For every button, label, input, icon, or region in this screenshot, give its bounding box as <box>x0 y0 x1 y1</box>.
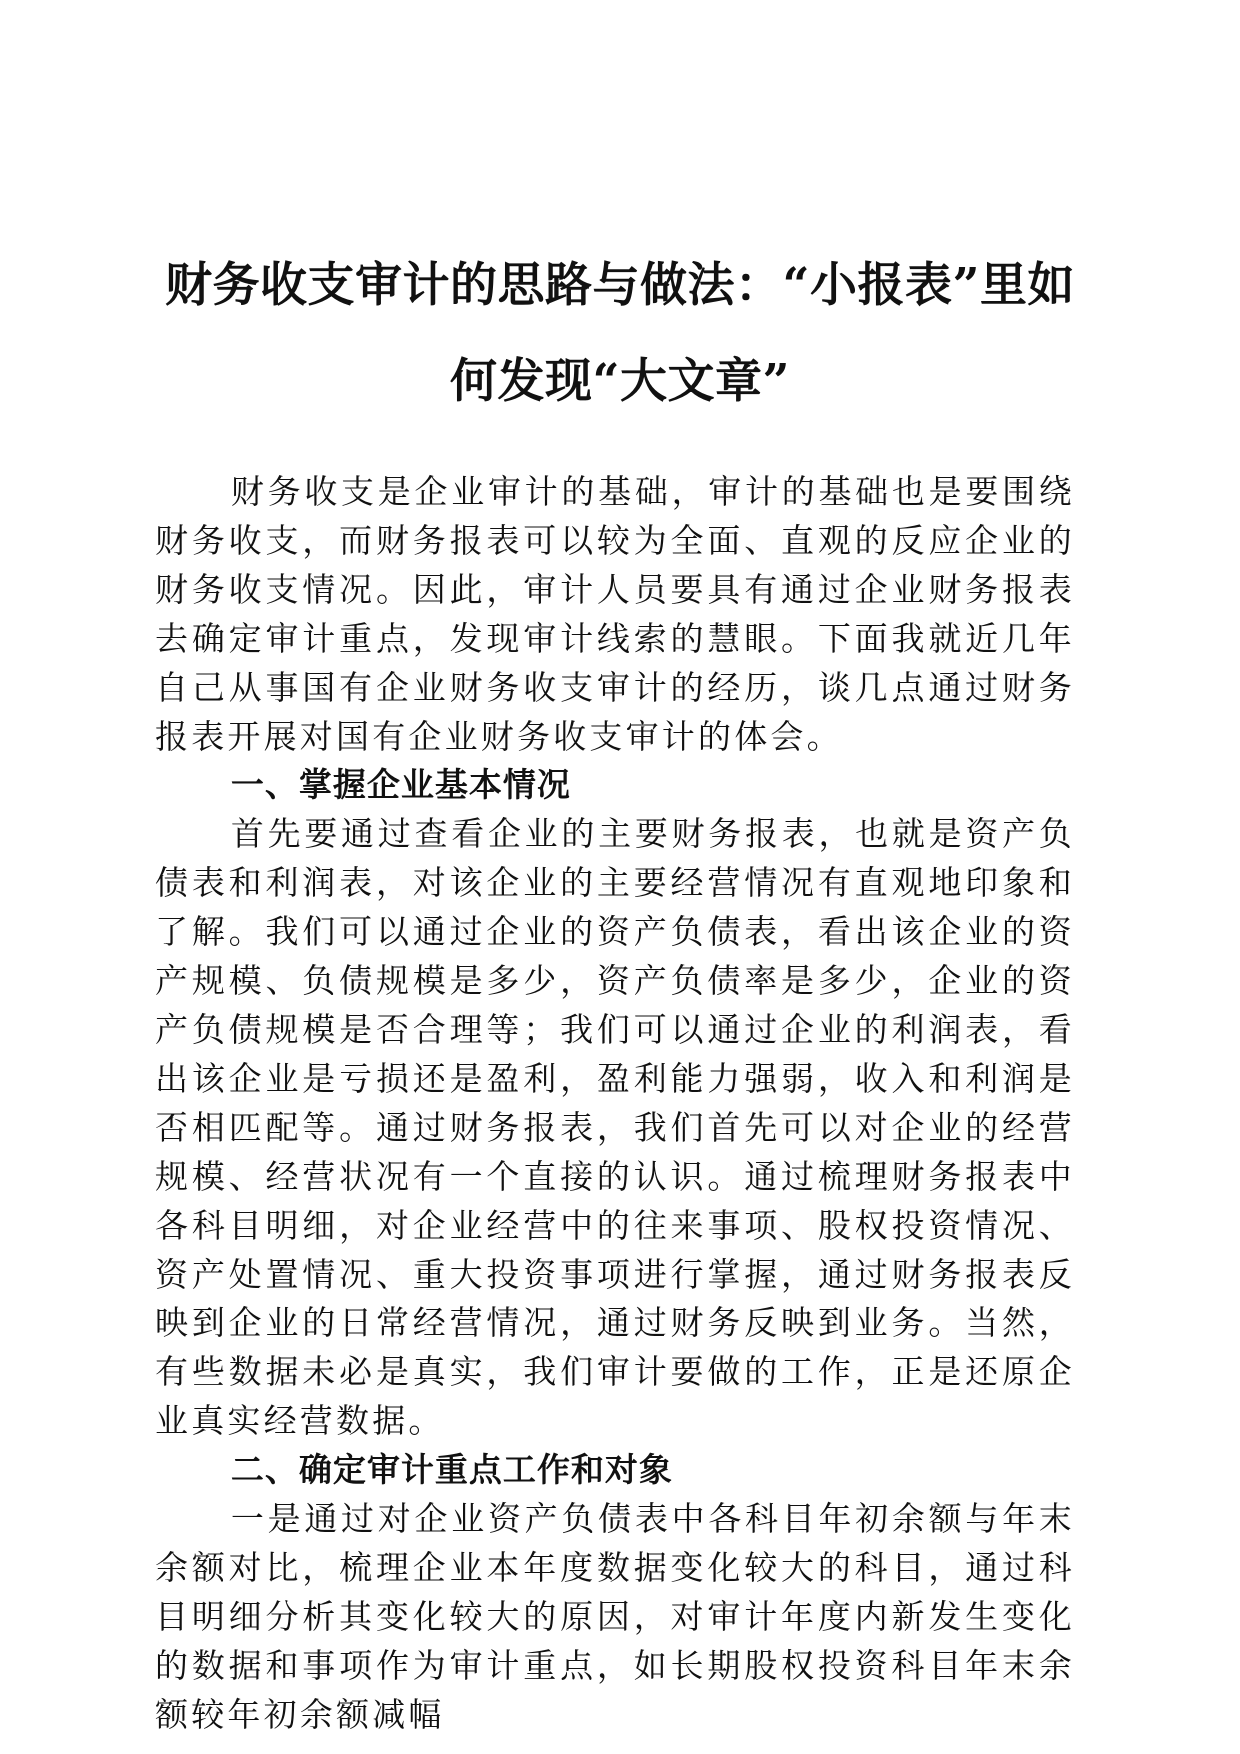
paragraph-section-2: 一是通过对企业资产负债表中各科目年初余额与年末余额对比，梳理企业本年度数据变化较大的科目，通过科目明细分析其变化较大的原因，对审计年度内新发生变化的数据和事项作为审计重点，如长期股权投资科目年末余额较年初余额减幅 <box>155 1499 1075 1734</box>
document-title-line-2: 何发现“大文章” <box>449 354 791 409</box>
section-heading-1: 一、掌握企业基本情况 <box>230 765 571 805</box>
document-body <box>155 468 1075 1740</box>
paragraph-intro: 财务收支是企业审计的基础，审计的基础也是要围绕财务收支，而财务报表可以较为全面、直观的反应企业的财务收支情况。因此，审计人员要具有通过企业财务报表去确定审计重点，发现审计线索的慧眼。下面我就近几年自己从事国有企业财务收支审计的经历，谈几点通过财务报表开展对国有企业财务收支审计的体会。 <box>155 472 1075 756</box>
section-heading-2: 二、确定审计重点工作和对象 <box>230 1450 673 1490</box>
paragraph-section-1: 首先要通过查看企业的主要财务报表，也就是资产负债表和利润表，对该企业的主要经营情况有直观地印象和了解。我们可以通过企业的资产负债表，看出该企业的资产规模、负债规模是多少，资产负债率是多少，企业的资产负债规模是否合理等；我们可以通过企业的利润表，看出该企业是亏损还是盈利，盈利能力强弱，收入和利润是否相匹配等。通过财务报表，我们首先可以对企业的经营规模、经营状况有一个直接的认识。通过梳理财务报表中各科目明细，对企业经营中的往来事项、股权投资情况、资产处置情况、重大投资事项进行掌握，通过财务报表反映到企业的日常经营情况，通过财务反映到业务。当然，有些数据未必是真实，我们审计要做的工作，正是还原企业真实经营数据。 <box>155 814 1075 1441</box>
document-title-line-1: 财务收支审计的思路与做法：“小报表”里如 <box>164 258 1076 313</box>
